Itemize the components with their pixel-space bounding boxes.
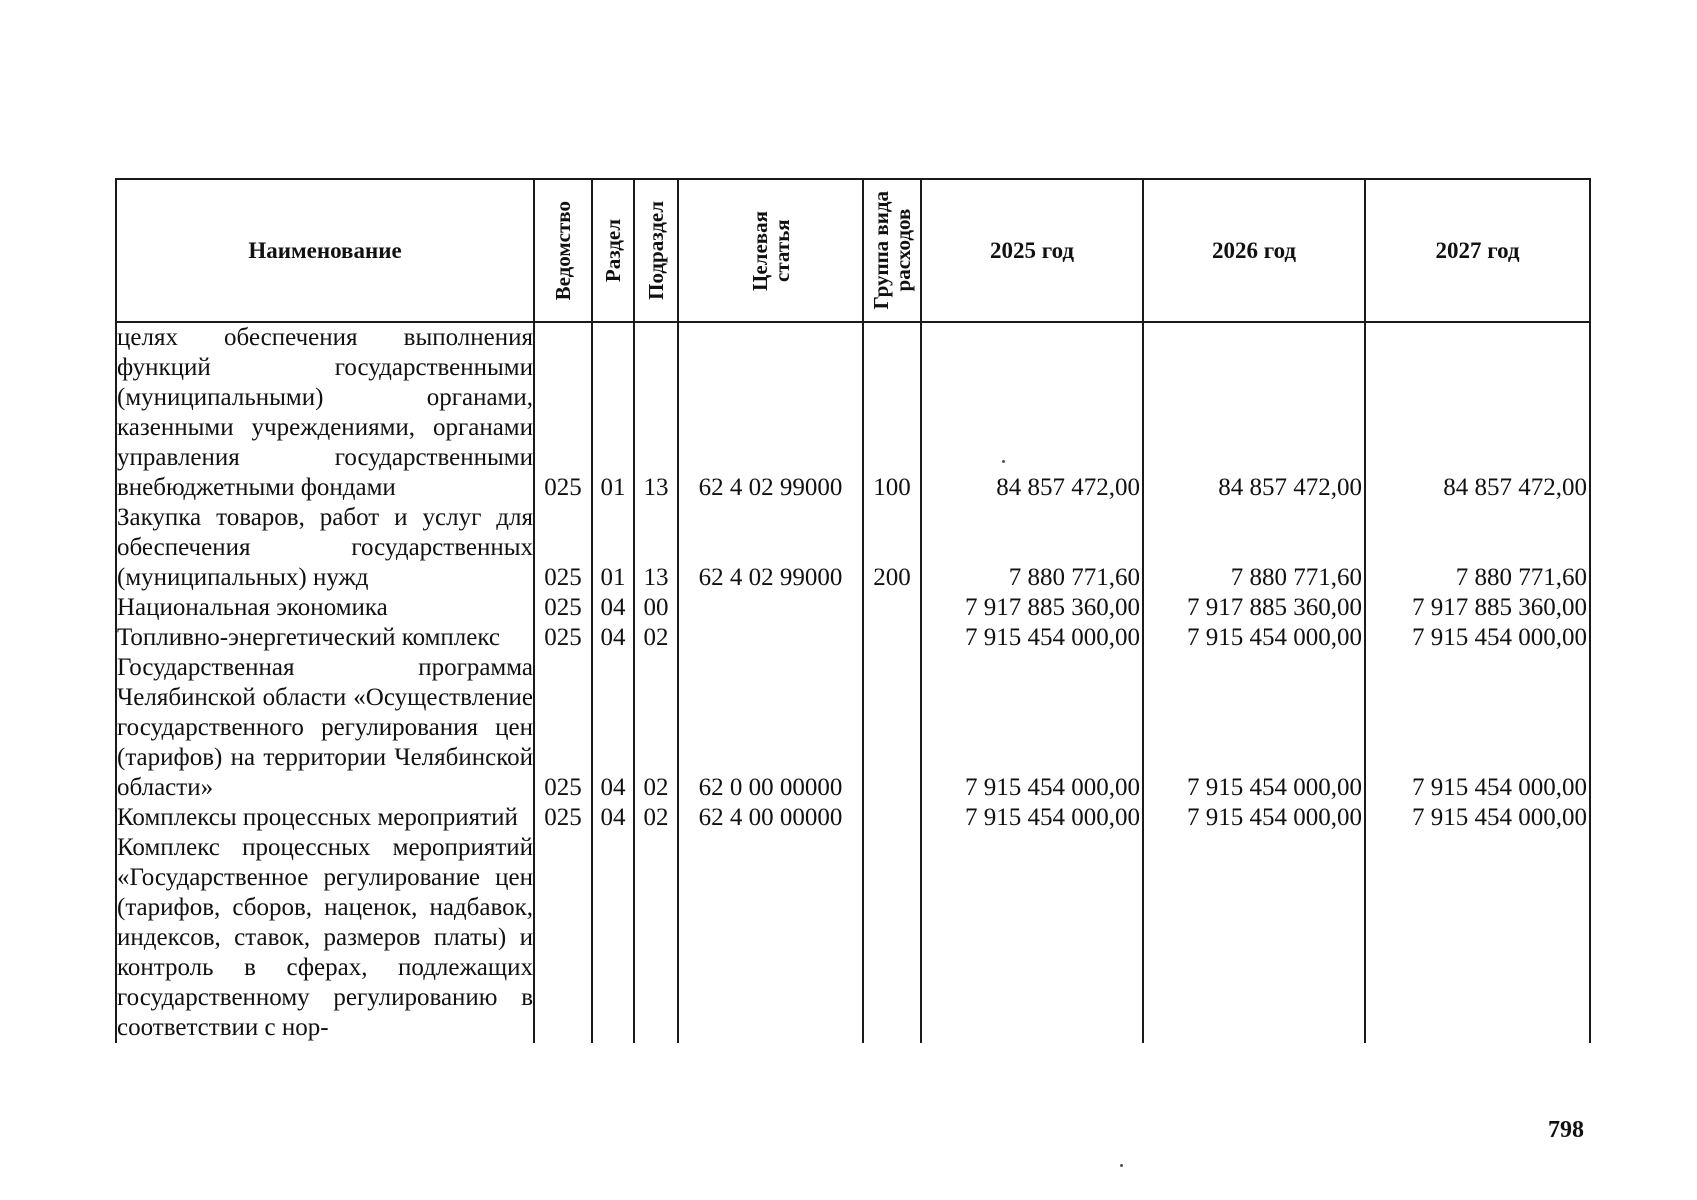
row-agency: 025 — [534, 623, 592, 653]
row-amount-2027: 7 915 454 000,00 — [1365, 803, 1590, 833]
row-amount-2025: 7 915 454 000,00 — [921, 803, 1143, 833]
header-agency-label: Ведомство — [551, 200, 575, 301]
row-amount-2026 — [1143, 833, 1365, 1043]
scan-speck — [1002, 460, 1005, 463]
row-section: 01 — [592, 322, 634, 503]
row-subsection — [634, 833, 678, 1043]
row-name: Комплекс процессных мероприятий «Государственное регулирование цен (тарифов, сборов, наценок, надбавок, индексов, ставок, размеров платы) и контроль в сферах, подлежащих государственному регулированию в соответствии с нор- — [117, 834, 533, 1041]
header-expense-group — [863, 179, 921, 322]
row-name: целях обеспечения выполнения функций государственными (муниципальными) органами, казенными учреждениями, органами управления государственными внебюджетными фондами — [117, 324, 533, 501]
header-subsection-label: Подраздел — [644, 201, 668, 300]
table-body — [116, 322, 1590, 1043]
row-amount-2026: 7 917 885 360,00 — [1143, 593, 1365, 623]
row-agency: 025 — [534, 653, 592, 803]
table-row — [116, 653, 1590, 803]
row-expense-group — [863, 653, 921, 803]
row-target-item — [678, 593, 863, 623]
row-agency — [534, 833, 592, 1043]
table-row — [116, 593, 1590, 623]
row-agency: 025 — [534, 803, 592, 833]
row-subsection: 00 — [634, 593, 678, 623]
row-subsection: 02 — [634, 653, 678, 803]
row-target-item: 62 0 00 00000 — [678, 653, 863, 803]
header-section — [592, 179, 634, 322]
row-target-item: 62 4 02 99000 — [678, 503, 863, 593]
header-section-label: Раздел — [601, 218, 625, 283]
row-subsection: 13 — [634, 322, 678, 503]
table-header-row — [116, 179, 1590, 322]
row-name: Топливно-энергетический комплекс — [116, 623, 534, 653]
row-target-item: 62 4 02 99000 — [678, 322, 863, 503]
row-amount-2027: 84 857 472,00 — [1365, 322, 1590, 503]
header-name-label: Наименование — [248, 237, 402, 263]
row-section: 04 — [592, 623, 634, 653]
page-number: 798 — [1548, 1117, 1584, 1143]
header-year-2027-label: 2027 год — [1435, 237, 1520, 263]
row-name: Национальная экономика — [116, 593, 534, 623]
scan-speck — [1120, 1164, 1123, 1167]
header-year-2026-label: 2026 год — [1211, 237, 1297, 263]
row-section: 04 — [592, 803, 634, 833]
row-amount-2025: 7 917 885 360,00 — [921, 593, 1143, 623]
row-amount-2025: 84 857 472,00 — [921, 322, 1143, 503]
row-agency: 025 — [534, 322, 592, 503]
table-row — [116, 623, 1590, 653]
header-year-2025-label: 2025 год — [989, 237, 1075, 263]
row-amount-2027: 7 915 454 000,00 — [1365, 623, 1590, 653]
row-amount-2025: 7 880 771,60 — [921, 503, 1143, 593]
row-agency: 025 — [534, 593, 592, 623]
row-amount-2025: 7 915 454 000,00 — [921, 653, 1143, 803]
table-row — [116, 833, 1590, 1043]
row-expense-group — [863, 623, 921, 653]
header-subsection — [634, 179, 678, 322]
row-agency: 025 — [534, 503, 592, 593]
table-row — [116, 503, 1590, 593]
header-year-2025 — [921, 179, 1143, 322]
header-year-2027 — [1365, 179, 1590, 322]
row-amount-2026: 7 880 771,60 — [1143, 503, 1365, 593]
budget-table — [115, 178, 1591, 1043]
row-target-item: 62 4 00 00000 — [678, 803, 863, 833]
table-row — [116, 803, 1590, 833]
row-subsection: 13 — [634, 503, 678, 593]
row-subsection: 02 — [634, 623, 678, 653]
row-amount-2025: 7 915 454 000,00 — [921, 623, 1143, 653]
header-agency — [534, 179, 592, 322]
row-amount-2027: 7 917 885 360,00 — [1365, 593, 1590, 623]
row-expense-group — [863, 803, 921, 833]
budget-document — [115, 178, 1589, 1110]
header-target-item-label: Целевая статья — [747, 210, 794, 291]
row-amount-2026: 7 915 454 000,00 — [1143, 803, 1365, 833]
row-amount-2025 — [921, 833, 1143, 1043]
row-name: Закупка товаров, работ и услуг для обеспечения государственных (муниципальных) нужд — [117, 504, 533, 591]
row-expense-group: 100 — [863, 322, 921, 503]
header-name — [116, 179, 534, 322]
row-section — [592, 833, 634, 1043]
row-subsection: 02 — [634, 803, 678, 833]
table-row — [116, 322, 1590, 503]
row-amount-2027: 7 915 454 000,00 — [1365, 653, 1590, 803]
row-amount-2027 — [1365, 833, 1590, 1043]
header-year-2026 — [1143, 179, 1365, 322]
row-section: 04 — [592, 593, 634, 623]
row-name: Государственная программа Челябинской области «Осуществление государственного регулирования цен (тарифов) на территории Челябинской области» — [117, 654, 533, 801]
row-amount-2026: 7 915 454 000,00 — [1143, 623, 1365, 653]
row-section: 01 — [592, 503, 634, 593]
row-target-item — [678, 833, 863, 1043]
row-name: Комплексы процессных мероприятий — [116, 803, 534, 833]
header-target-item — [678, 179, 863, 322]
row-expense-group — [863, 593, 921, 623]
row-section: 04 — [592, 653, 634, 803]
row-amount-2026: 7 915 454 000,00 — [1143, 653, 1365, 803]
row-amount-2026: 84 857 472,00 — [1143, 322, 1365, 503]
row-amount-2027: 7 880 771,60 — [1365, 503, 1590, 593]
row-target-item — [678, 623, 863, 653]
row-expense-group: 200 — [863, 503, 921, 593]
header-expense-group-label: Группа вида расходов — [869, 191, 915, 310]
row-expense-group — [863, 833, 921, 1043]
